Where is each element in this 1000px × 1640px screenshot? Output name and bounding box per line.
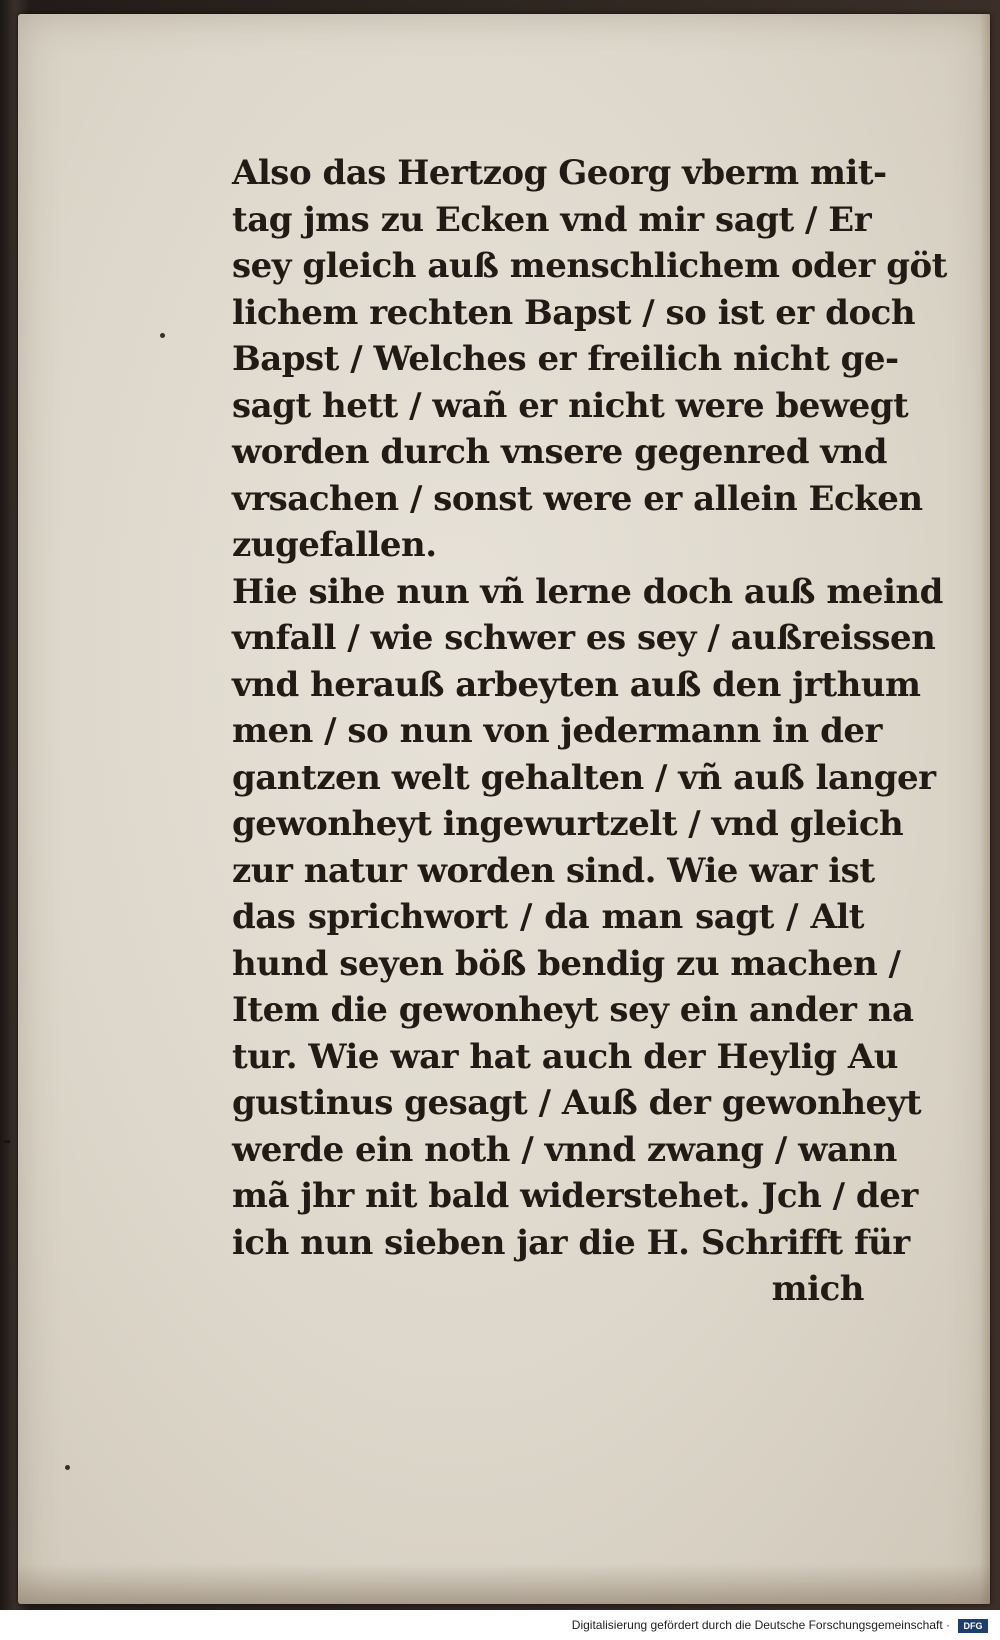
- text-line: das sprichwort / da man sagt / Alt: [232, 897, 864, 937]
- text-line: men / so nun von jedermann in der: [232, 711, 882, 751]
- text-line: lichem rechten Bapst / so ist er doch: [232, 292, 916, 333]
- text-line: sagt hett / wañ er nicht were bewegt: [232, 385, 909, 426]
- text-line: tag jms zu Ecken vnd mir sagt / Er: [232, 199, 872, 240]
- text-line: gustinus gesagt / Auß der gewonheyt: [232, 1083, 922, 1123]
- page-edge-shadow: [980, 14, 990, 1604]
- text-line: worden durch vnsere gegenred vnd: [232, 432, 888, 472]
- page-text: [232, 150, 947, 1313]
- text-line: Also das Hertzog Georg vberm mit-: [232, 153, 887, 193]
- text-line: hund seyen böß bendig zu machen /: [232, 943, 901, 984]
- text-line: gantzen welt gehalten / vñ auß langer: [232, 757, 936, 798]
- text-line: Hie sihe nun vñ lerne doch auß meind: [232, 571, 943, 612]
- ink-speck: [160, 333, 165, 338]
- text-line: ich nun sieben jar die H. Schrifft für: [232, 1222, 910, 1263]
- text-line: sey gleich auß menschlichem oder göt: [232, 246, 947, 286]
- text-line: vnd herauß arbeyten auß den jrthum: [232, 664, 921, 705]
- text-line: Item die gewonheyt sey ein ander na: [232, 990, 914, 1030]
- text-line: zugefallen.: [232, 525, 437, 565]
- funding-credit: Digitalisierung gefördert durch die Deutsche Forschungsgemeinschaft ·: [571, 1618, 950, 1632]
- text-line: werde ein noth / vnnd zwang / wann: [232, 1129, 897, 1170]
- text-line: vnfall / wie schwer es sey / außreissen: [232, 618, 936, 658]
- dfg-logo: DFG: [958, 1619, 988, 1633]
- page-bottom-shadow: [18, 1564, 990, 1604]
- text-line: zur natur worden sind. Wie war ist: [232, 850, 875, 891]
- margin-mark: [4, 1140, 10, 1143]
- ink-speck: [65, 1465, 70, 1470]
- text-line: gewonheyt ingewurtzelt / vnd gleich: [232, 804, 904, 844]
- footer-bar: [0, 1610, 1000, 1640]
- text-line: mã jhr nit bald widerstehet. Jch / der: [232, 1176, 918, 1216]
- text-line: tur. Wie war hat auch der Heylig Au: [232, 1036, 898, 1077]
- text-line: Bapst / Welches er freilich nicht ge-: [232, 339, 899, 379]
- text-line: vrsachen / sonst were er allein Ecken: [232, 478, 923, 519]
- catchword: mich: [771, 1269, 864, 1309]
